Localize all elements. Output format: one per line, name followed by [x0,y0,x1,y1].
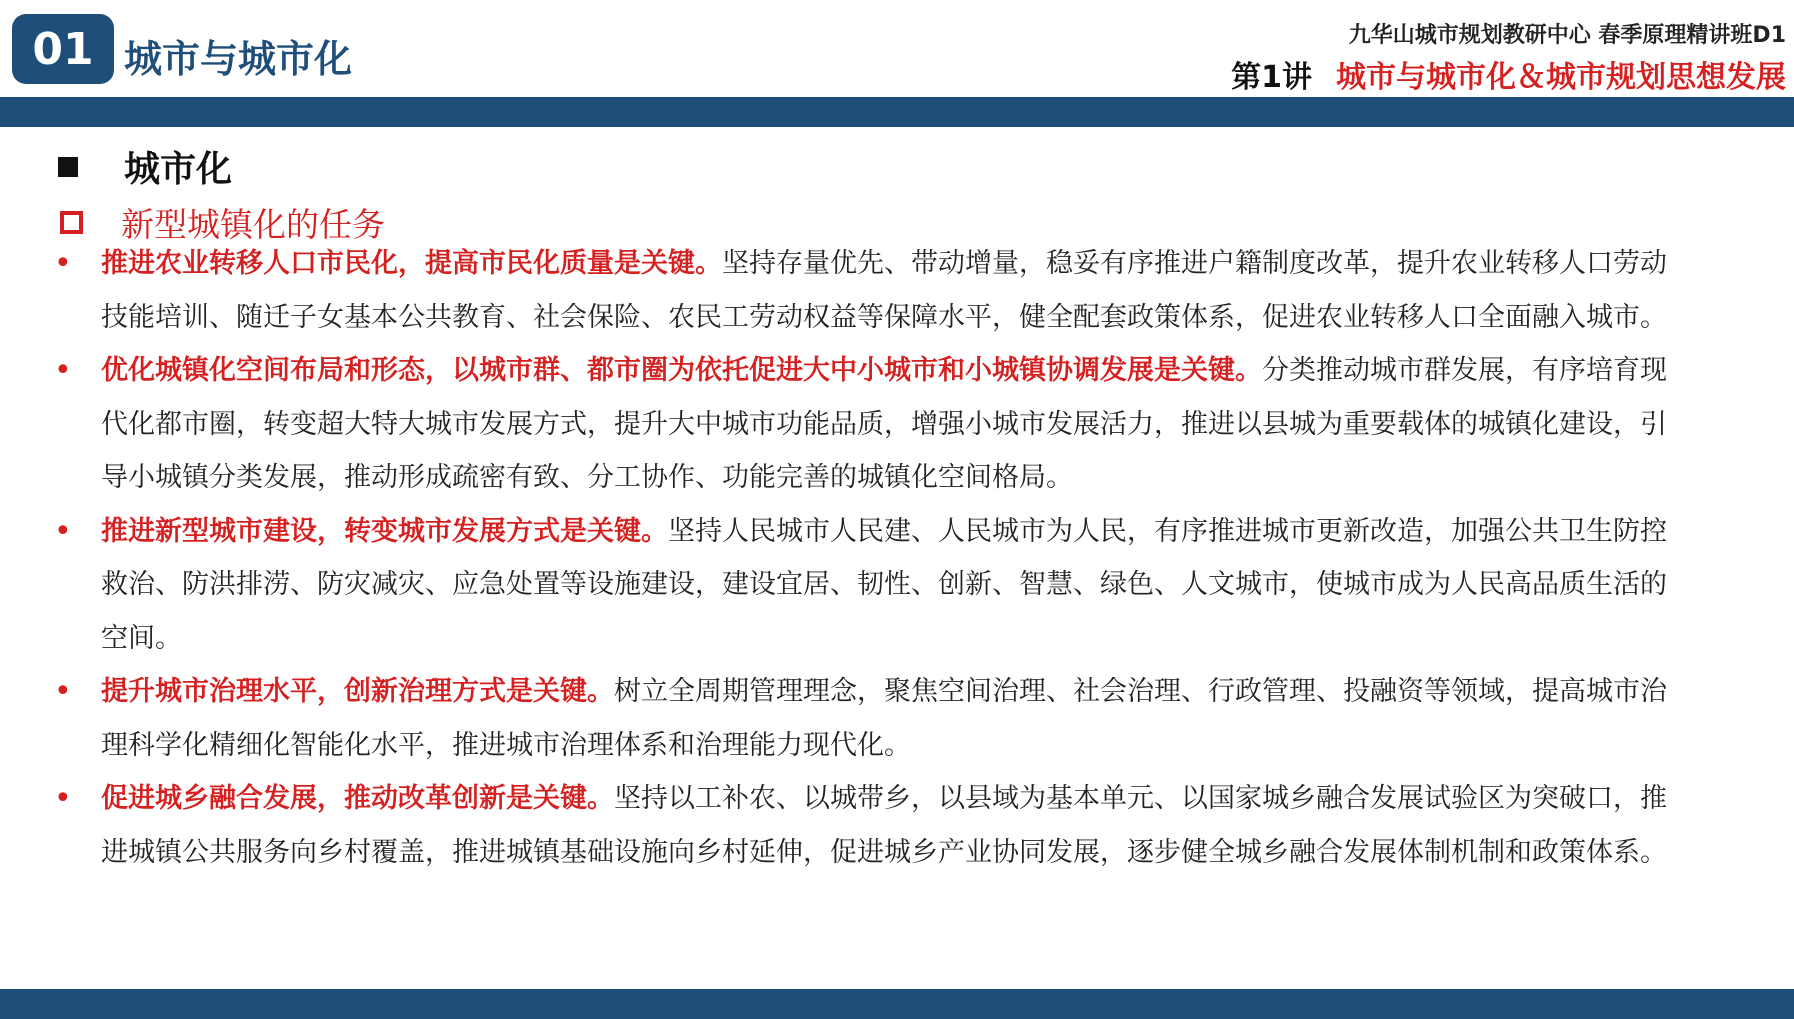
list-item [52,772,1692,879]
item-text: 坚持人民城市人民建、人民城市为人民，有序推进城市更新改造，加强公共卫生防控救治、防洪排涝、防灾减灾、应急处置等设施建设，建设宜居、韧性、创新、智慧、绿色、人文城市，使城市成为人民高品质生活的空间。 [101,515,1667,654]
lecture-number: 第1讲 [1231,60,1312,95]
dot-bullet-icon: • [54,353,72,388]
list-item [52,505,1692,666]
item-key-point: 优化城镇化空间布局和形态，以城市群、都市圈为依托促进大中小城市和小城镇协调发展是关键。 [101,355,1262,386]
top-divider-bar [0,97,1794,127]
task-list [52,237,1692,879]
item-text: 坚持存量优先、带动增量，稳妥有序推进户籍制度改革，提升农业转移人口劳动技能培训、随迁子女基本公共教育、社会保险、农民工劳动权益等保障水平，健全配套政策体系，促进农业转移人口全面融入城市。 [101,248,1667,333]
content-heading [58,141,232,192]
section-number-badge: 01 [12,14,114,84]
dot-bullet-icon: • [54,246,72,281]
item-text: 坚持以工补农、以城带乡，以县域为基本单元、以国家城乡融合发展试验区为突破口，推进城镇公共服务向乡村覆盖，推进城镇基础设施向乡村延伸，促进城乡产业协同发展，逐步健全城乡融合发展体制机制和政策体系。 [101,783,1667,868]
hollow-square-icon [60,211,83,234]
course-name: 九华山城市规划教研中心 春季原理精讲班D1 [1348,23,1786,48]
subheading-text: 新型城镇化的任务 [121,205,385,244]
item-key-point: 推进农业转移人口市民化，提高市民化质量是关键。 [101,248,722,279]
slide-header [0,0,1794,95]
lecture-title: 城市与城市化＆城市规划思想发展 [1336,60,1786,95]
item-text: 树立全周期管理理念，聚焦空间治理、社会治理、行政管理、投融资等领域，提高城市治理科学化精细化智能化水平，推进城市治理体系和治理能力现代化。 [101,676,1667,761]
list-item [52,344,1692,505]
black-square-icon [58,157,78,177]
dot-bullet-icon: • [54,513,72,549]
dot-bullet-icon: • [54,674,72,709]
item-key-point: 提升城市治理水平，创新治理方式是关键。 [101,676,614,707]
lecture-heading [1231,52,1786,96]
item-text: 分类推动城市群发展，有序培育现代化都市圈，转变超大特大城市发展方式，提升大中城市功能品质，增强小城市发展活力，推进以县城为重要载体的城镇化建设，引导小城镇分类发展，推动形成疏密有致、分工协作、功能完善的城镇化空间格局。 [101,355,1667,493]
section-title: 城市与城市化 [124,37,353,81]
bottom-divider-bar [0,989,1794,1019]
heading-text: 城市化 [124,149,233,190]
slide-content [0,127,1794,989]
dot-bullet-icon: • [54,781,72,816]
list-item [52,237,1692,344]
item-key-point: 推进新型城市建设，转变城市发展方式是关键。 [101,515,668,547]
item-key-point: 促进城乡融合发展，推动改革创新是关键。 [101,783,614,814]
list-item [52,665,1692,772]
